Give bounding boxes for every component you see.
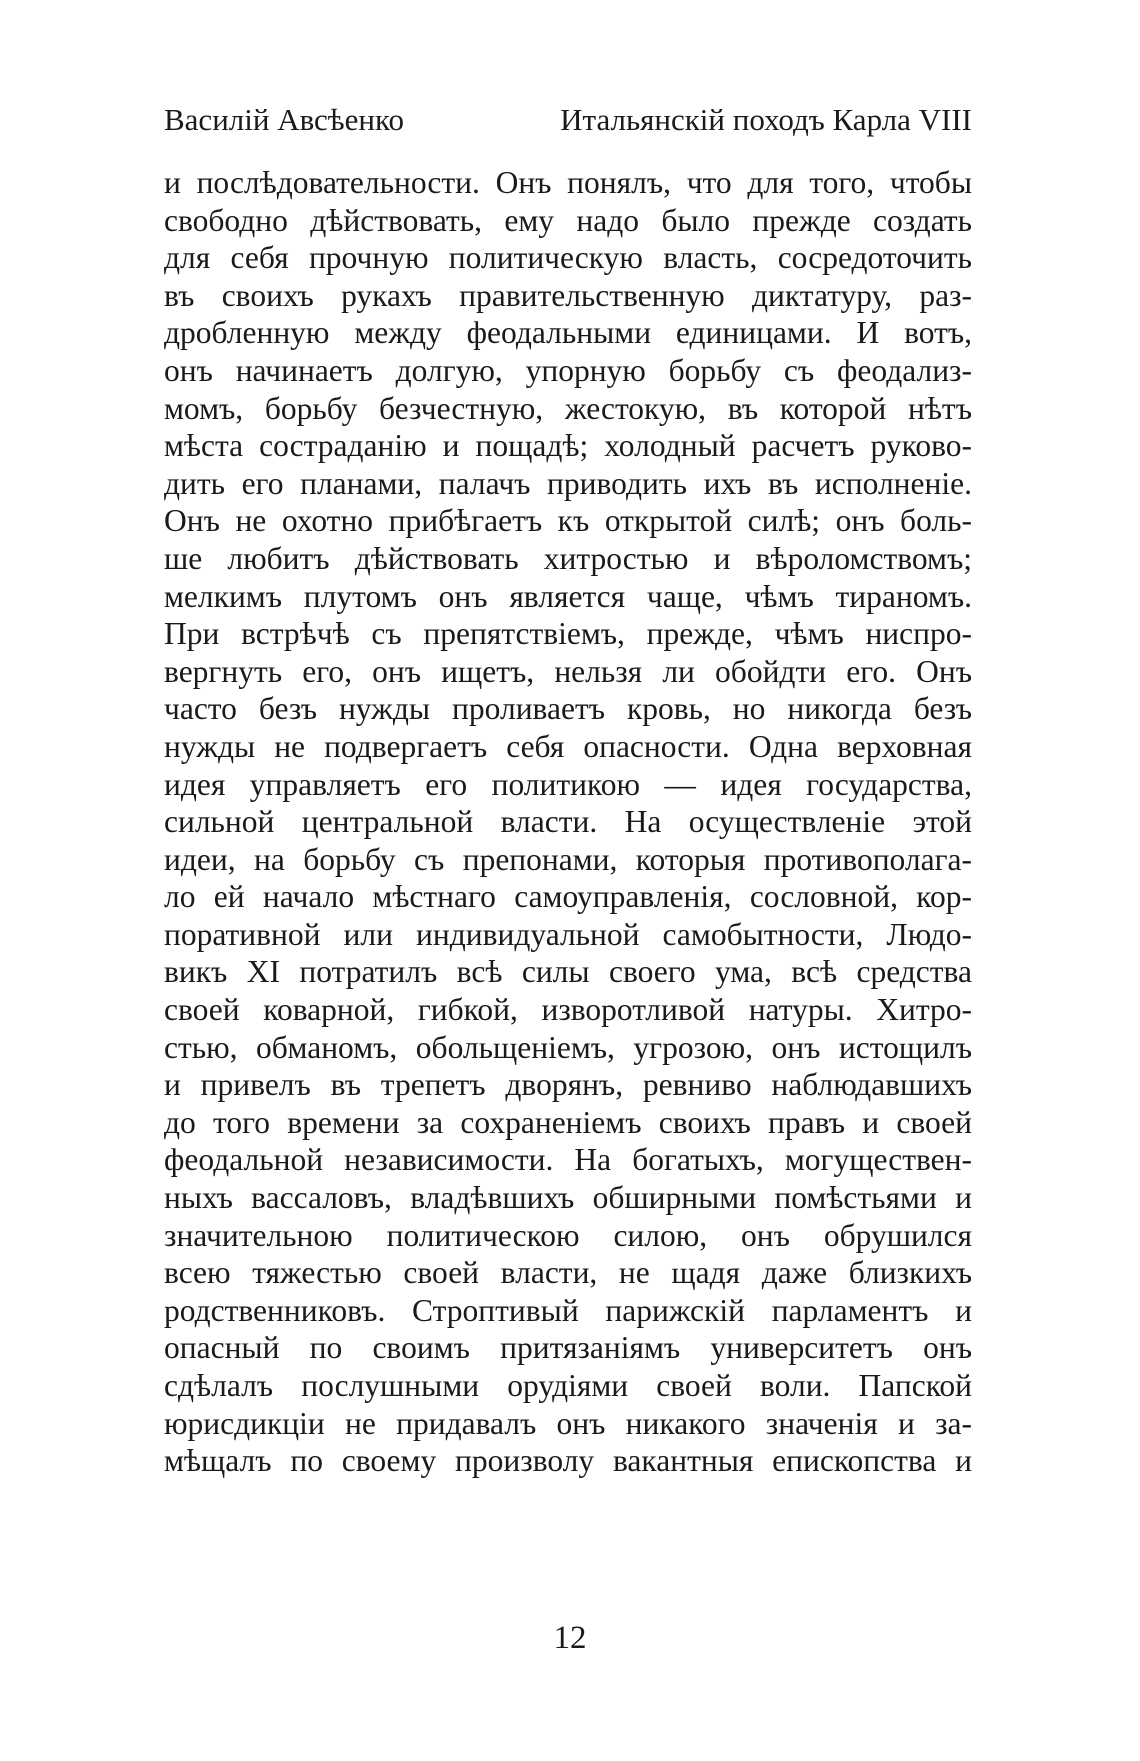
running-head-title: Итальянскій походъ Карла VIII [560,102,972,137]
text-line: стью, обманомъ, обольщеніемъ, угрозою, онъ истощилъ [164,1029,972,1065]
text-line: часто безъ нужды проливаетъ кровь, но никогда безъ [164,691,972,727]
text-line: сдѣлалъ послушными орудіями своей воли. Папской [164,1368,972,1403]
text-line: и привелъ въ трепетъ дворянъ, ревниво наблюдавшихъ [164,1067,972,1103]
running-head-author: Василій Авсѣенко [164,102,404,137]
text-line: мѣщалъ по своему произволу вакантныя епископства и [164,1443,972,1479]
text-line: идеи, на борьбу съ препонами, которыя противополага- [164,841,972,877]
text-line: мѣста состраданію и пощадѣ; холодный расчетъ руково- [164,428,972,464]
text-line: При встрѣчѣ съ препятствіемъ, прежде, чѣмъ ниспро- [164,616,972,652]
text-line: момъ, борьбу безчестную, жестокую, въ которой нѣтъ [164,390,972,426]
text-line: дробленную между феодальными единицами. И вотъ, [164,315,972,351]
text-line: въ своихъ рукахъ правительственную диктатуру, раз- [164,277,972,313]
text-line: нужды не подвергаетъ себя опасности. Одна верховная [164,728,972,764]
text-line: свободно дѣйствовать, ему надо было прежде создать [164,202,972,238]
text-line: своей коварной, гибкой, изворотливой натуры. Хитро- [164,992,972,1028]
text-line: для себя прочную политическую власть, сосредоточить [164,240,972,276]
text-line: ло ей начало мѣстнаго самоуправленія, сословной, кор- [164,879,972,915]
body-text [164,164,972,1480]
text-line: значительною политическою силою, онъ обрушился [164,1217,972,1253]
text-line: всею тяжестью своей власти, не щадя даже близкихъ [164,1255,972,1291]
text-line: ныхъ вассаловъ, владѣвшихъ обширными помѣстьями и [164,1180,972,1216]
running-head [164,96,972,144]
text-line: дить его планами, палачъ приводить ихъ въ исполненіе. [164,465,972,501]
text-line: вергнуть его, онъ ищетъ, нельзя ли обойдти его. Онъ [164,653,972,689]
text-line: поративной или индивидуальной самобытности, Людо- [164,916,972,952]
text-line: онъ начинаетъ долгую, упорную борьбу съ феодализ- [164,352,972,388]
text-line: Онъ не охотно прибѣгаетъ къ открытой силѣ; онъ боль- [164,503,972,539]
text-line: опасный по своимъ притязаніямъ университетъ онъ [164,1330,972,1366]
text-line: феодальной независимости. На богатыхъ, могуществен- [164,1142,972,1178]
text-line: мелкимъ плутомъ онъ является чаще, чѣмъ тираномъ. [164,578,972,614]
text-line: сильной центральной власти. На осуществленіе этой [164,804,972,840]
text-line: идея управляетъ его политикою — идея государства, [164,766,972,802]
text-line: до того времени за сохраненіемъ своихъ правъ и своей [164,1104,972,1140]
text-line: викъ XI потратилъ всѣ силы своего ума, всѣ средства [164,954,972,990]
text-line: и послѣдовательности. Онъ понялъ, что для того, чтобы [164,165,972,200]
page-number: 12 [553,1620,587,1656]
text-line: юрисдикціи не придавалъ онъ никакого значенія и за- [164,1405,972,1441]
text-line: родственниковъ. Строптивый парижскій парламентъ и [164,1292,972,1328]
text-line: ше любитъ дѣйствовать хитростью и вѣроломствомъ; [164,540,972,576]
